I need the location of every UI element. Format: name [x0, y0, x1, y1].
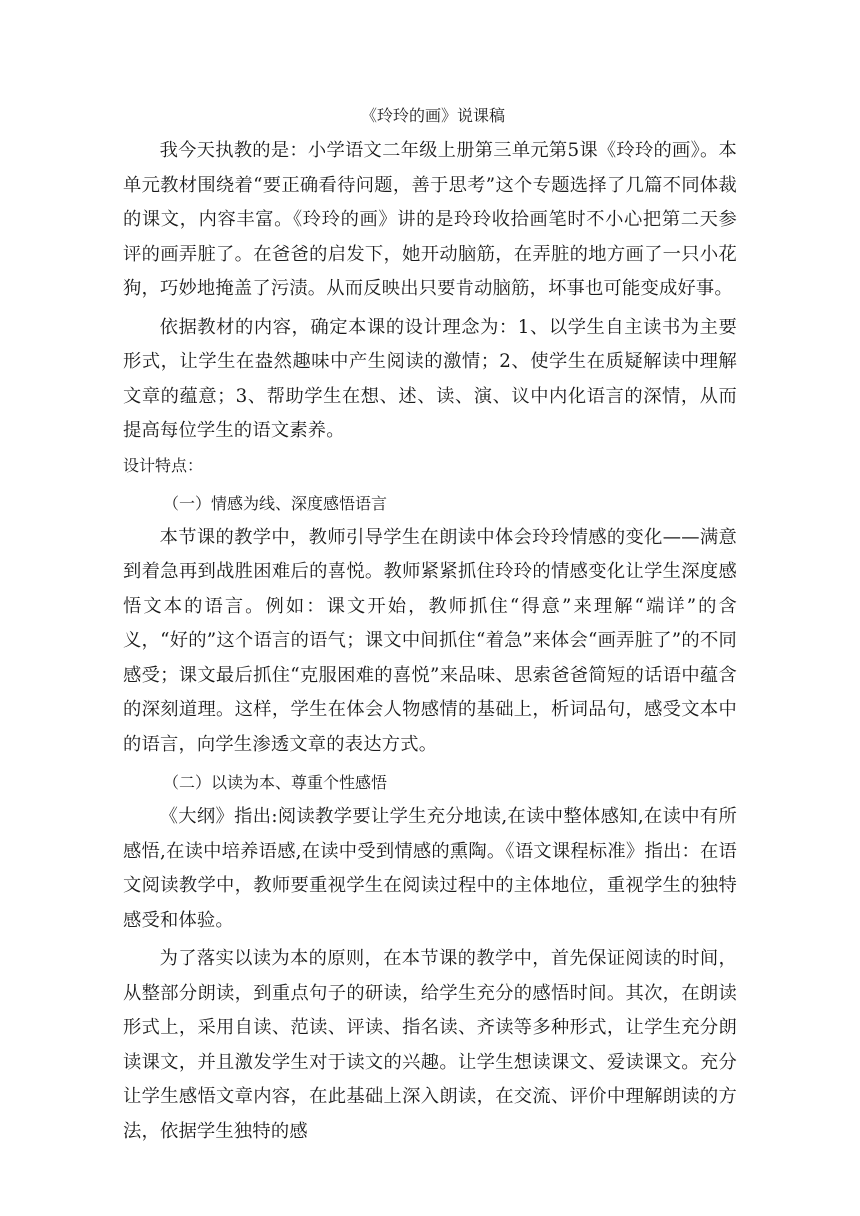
features-heading: 设计特点：: [123, 455, 204, 475]
section1-body: 本节课的教学中，教师引导学生在朗读中体会玲玲情感的变化——满意到着急再到战胜困难后的喜悦。教师紧紧抓住玲玲的情感变化让学生深度感悟文本的语言。例如：课文开始，教师抓住“得意”来理解“端详”的含义，“好的”这个语言的语气；课文中间抓住“着急”来体会“画弄脏了”的不同感受；课文最后抓住“克服困难的喜悦”来品味、思索爸爸简短的话语中蕴含的深刻道理。这样，学生在体会人物感情的基础上，析词品句，感受文本中的语言，向学生渗透文章的表达方式。: [123, 526, 737, 755]
section1-heading: （一）情感为线、深度感悟语言: [163, 493, 388, 513]
intro-paragraph: 我今天执教的是：小学语文二年级上册第三单元第5课《玲玲的画》。本单元教材围绕着“要正确看待问题，善于思考”这个专题选择了几篇不同体裁的课文，内容丰富。《玲玲的画》讲的是玲玲收拾画笔时不小心把第二天参评的画弄脏了。在爸爸的启发下，她开动脑筋，在弄脏的地方画了一只小花狗，巧妙地掩盖了污渍。从而反映出只要肯动脑筋，坏事也可能变成好事。: [123, 140, 737, 299]
document-body: [123, 104, 737, 1149]
section2-body-1: 《大纲》指出:阅读教学要让学生充分地读,在读中整体感知,在读中有所感悟,在读中培养语感,在读中受到情感的熏陶。《语文课程标准》指出：在语文阅读教学中，教师要重视学生在阅读过程中的主体地位，重视学生的独特感受和体验。: [123, 806, 737, 931]
document-title: 《玲玲的画》说课稿: [360, 106, 505, 125]
section2-heading: （二）以读为本、尊重个性感悟: [163, 773, 388, 792]
section2-body-2: 为了落实以读为本的原则，在本节课的教学中，首先保证阅读的时间，从整部分朗读，到重点句子的研读，给学生充分的感悟时间。其次，在朗读形式上，采用自读、范读、评读、指名读、齐读等多种形式，让学生充分朗读课文，并且激发学生对于读文的兴趣。让学生想读课文、爱读课文。充分让学生感悟文章内容，在此基础上深入朗读，在交流、评价中理解朗读的方法，依据学生独特的感: [123, 948, 737, 1142]
design-concept-paragraph: 依据教材的内容，确定本课的设计理念为：1、以学生自主读书为主要形式，让学生在盎然趣味中产生阅读的激情；2、使学生在质疑解读中理解文章的蕴意；3、帮助学生在想、述、读、演、议中内化语言的深情，从而提高每位学生的语文素养。: [123, 316, 737, 441]
